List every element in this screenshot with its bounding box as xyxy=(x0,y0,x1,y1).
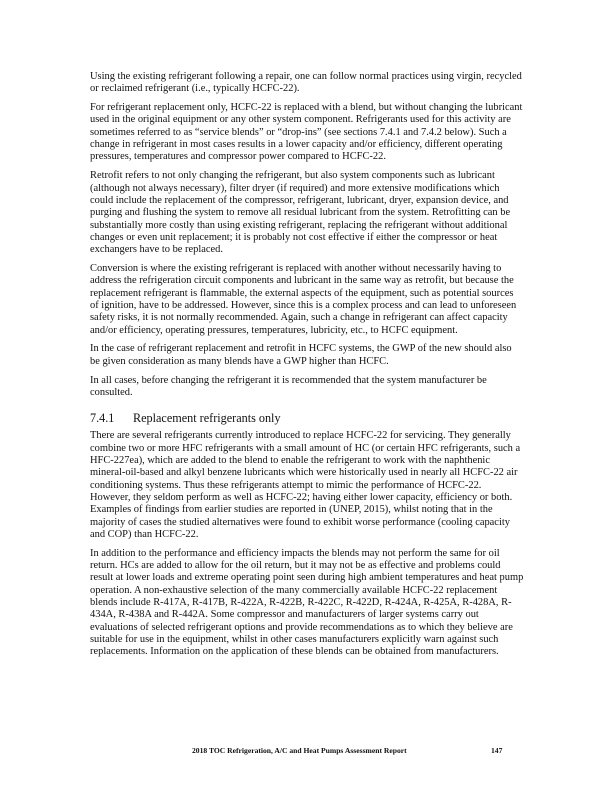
paragraph-consult-manufacturer: In all cases, before changing the refrigerant it is recommended that the system manufacturer be consulted. xyxy=(90,374,487,398)
page-body xyxy=(90,71,524,665)
section-heading xyxy=(90,411,524,425)
paragraph-retrofit: Retrofit refers to not only changing the refrigerant, but also system components such as lubricant (although not always necessary), filter dryer (if required) and more extensive modifications which could include the replacement of the compressor, refrigerant, lubricant, dryer, expansion device, and purging and flushing the system to remove all residual lubricant from the system. Retrofitting can be substantially more costly than using existing refrigerant, replacing the refrigerant without additional changes or even unit replacement; it is probably not cost effective if either the compressor or heat exchangers have to be replaced. xyxy=(90,170,511,256)
paragraph-gwp-consideration: In the case of refrigerant replacement and retrofit in HCFC systems, the GWP of the new should also be given consideration as many blends have a GWP higher than HCFC. xyxy=(90,343,512,367)
section-title: Replacement refrigerants only xyxy=(133,411,281,426)
footer-report-title: 2018 TOC Refrigeration, A/C and Heat Pumps Assessment Report xyxy=(192,746,407,755)
paragraph-oil-return: In addition to the performance and efficiency impacts the blends may not perform the same for oil return. HCs are added to allow for the oil return, but it may not be as effective and problems could result at lower loads and extreme operating point seen during high ambient temperatures and heat pump operation. A non-exhaustive selection of the many commercially available HCFC-22 replacement blends include R-417A, R-417B, R-422A, R-422B, R-422C, R-422D, R-424A, R-425A, R-428A, R-434A, R-438A and R-442A. Some compressor and manufacturers of larger systems carry out evaluations of selected refrigerant options and provide recommendations as to which they believe are suitable for use in the equipment, whilst in other cases manufacturers explicitly warn against such replacements. Information on the application of these blends can be obtained from manufacturers. xyxy=(90,547,524,658)
paragraph-replacement-only: For refrigerant replacement only, HCFC-22 is replaced with a blend, but without changing the lubricant used in the original equipment or any other system component. Refrigerants used for this activity are sometimes referred to as “service blends” or “drop-ins” (see sections 7.4.1 and 7.4.2 below). Such a change in refrigerant in most cases results in a lower capacity and/or efficiency, different operating pressures, temperatures and compressor power compared to HCFC-22. xyxy=(90,102,523,163)
paragraph-existing-refrigerant: Using the existing refrigerant following a repair, one can follow normal practices using virgin, recycled or reclaimed refrigerant (i.e., typically HCFC-22). xyxy=(90,71,522,95)
page-number: 147 xyxy=(491,746,503,755)
section-number: 7.4.1 xyxy=(90,411,115,426)
paragraph-replacement-refrigerants: There are several refrigerants currently introduced to replace HCFC-22 for servicing. They generally combine two or more HFC refrigerants with a small amount of HC (or certain HFC refrigerants, such a HFC-227ea), which are added to the blend to enable the refrigerant to work with the naphthenic mineral-oil-based and alkyl benzene lubricants which were historically used in nearly all HCFC-22 air conditioning systems. Thus these refrigerants attempt to mimic the performance of HCFC-22. However, they seldom perform as well as HCFC-22; having either lower capacity, efficiency or both. Examples of findings from earlier studies are reported in (UNEP, 2015), whilst noting that in the majority of cases the studied alternatives were found to exhibit worse performance (cooling capacity and COP) than HCFC-22. xyxy=(90,430,521,540)
paragraph-conversion: Conversion is where the existing refrigerant is replaced with another without necessarily having to address the refrigeration circuit components and lubricant in the same way as retrofit, but because the replacement refrigerant is flammable, the external aspects of the equipment, such as potential sources of ignition, have to be addressed. However, since this is a complex process and can lead to unforeseen safety risks, it is not normally recommended. Again, such a change in refrigerant can affect capacity and/or efficiency, operating pressures, temperatures, lubricity, etc., to HCFC equipment. xyxy=(90,262,517,336)
